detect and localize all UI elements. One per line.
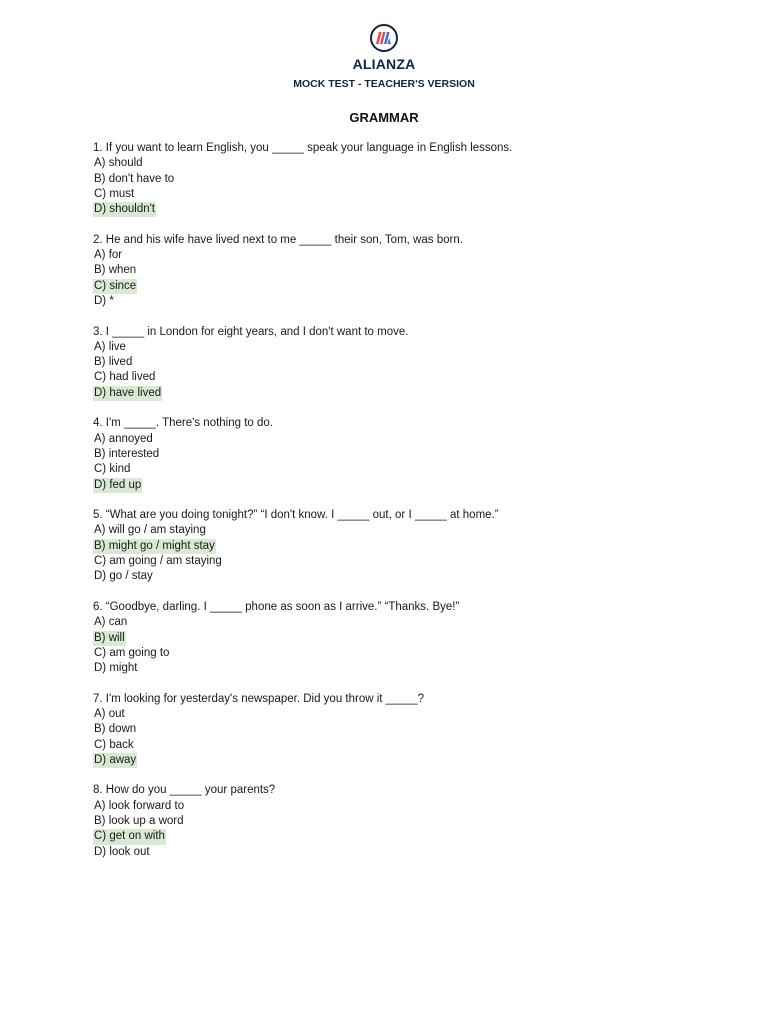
question-block [93, 783, 713, 859]
answer-option [93, 799, 713, 814]
answer-option-label: C) must [94, 187, 135, 200]
answer-option [93, 187, 713, 202]
answer-option-label: C) kind [94, 463, 131, 476]
answer-option [93, 156, 713, 171]
answer-option-correct [93, 829, 713, 844]
question-prompt: 7. I'm looking for yesterday's newspaper. Did you throw it _____? [93, 692, 425, 705]
answer-option-correct [93, 631, 713, 646]
answer-option-label: B) look up a word [94, 815, 184, 828]
answer-option-correct [93, 279, 713, 294]
answer-option [93, 569, 713, 584]
answer-option-label: C) am going to [94, 646, 170, 659]
answer-option [93, 370, 713, 385]
section-title: GRAMMAR [349, 110, 419, 125]
answer-option-label: B) will [93, 631, 126, 646]
answer-option-label: C) since [93, 279, 137, 294]
document-subtitle: MOCK TEST - TEACHER'S VERSION [293, 78, 475, 90]
answer-option-label: A) annoyed [94, 432, 153, 445]
answer-option [93, 615, 713, 630]
answer-option [93, 263, 713, 278]
answer-option [93, 172, 713, 187]
answer-option-label: A) out [94, 707, 125, 720]
answer-option-label: D) go / stay [94, 570, 153, 583]
document-header [0, 24, 768, 90]
question-block [93, 600, 713, 676]
answer-option-correct [93, 753, 713, 768]
answer-option-correct [93, 202, 713, 217]
question-block [93, 233, 713, 309]
answer-option-label: B) might go / might stay [93, 539, 216, 554]
answer-option-label: D) shouldn't [93, 202, 156, 217]
question-prompt: 3. I _____ in London for eight years, and I don't want to move. [93, 325, 409, 338]
answer-option-label: D) look out [94, 845, 150, 858]
answer-option-correct [93, 539, 713, 554]
answer-option-label: D) fed up [93, 478, 142, 493]
answer-option [93, 462, 713, 477]
answer-option [93, 661, 713, 676]
answer-option [93, 722, 713, 737]
answer-option [93, 554, 713, 569]
answer-option-label: C) get on with [93, 829, 166, 844]
answer-option-label: C) back [94, 738, 134, 751]
answer-option [93, 707, 713, 722]
answer-option [93, 340, 713, 355]
answer-option-label: B) when [94, 264, 137, 277]
answer-option [93, 738, 713, 753]
alianza-logo-icon [370, 24, 398, 52]
answer-option [93, 248, 713, 263]
question-block [93, 325, 713, 401]
question-prompt: 6. “Goodbye, darling. I _____ phone as soon as I arrive.” “Thanks. Bye!” [93, 600, 460, 613]
answer-option [93, 814, 713, 829]
question-block [93, 692, 713, 768]
answer-option-label: A) live [94, 340, 126, 353]
answer-option-correct [93, 386, 713, 401]
answer-option-label: D) * [94, 294, 114, 307]
question-prompt: 8. How do you _____ your parents? [93, 784, 276, 797]
answer-option-label: B) down [94, 723, 137, 736]
answer-option-label: B) interested [94, 447, 160, 460]
question-block [93, 508, 713, 584]
question-block [93, 416, 713, 492]
question-list [93, 141, 713, 875]
answer-option [93, 447, 713, 462]
answer-option-label: D) might [94, 662, 138, 675]
answer-option-label: A) look forward to [94, 799, 185, 812]
answer-option [93, 646, 713, 661]
answer-option-label: A) will go / am staying [94, 524, 206, 537]
question-prompt: 4. I'm _____. There's nothing to do. [93, 417, 273, 430]
answer-option-label: B) don't have to [94, 172, 175, 185]
answer-option-label: A) for [94, 249, 123, 262]
brand-name: ALIANZA [352, 56, 416, 72]
answer-option-label: A) can [94, 616, 128, 629]
question-block [93, 141, 713, 217]
question-prompt: 1. If you want to learn English, you _____ speak your language in English lessons. [93, 142, 513, 154]
question-prompt: 2. He and his wife have lived next to me _____ their son, Tom, was born. [93, 233, 463, 246]
answer-option-label: D) away [93, 753, 137, 768]
answer-option [93, 523, 713, 538]
answer-option-label: B) lived [94, 356, 133, 369]
answer-option [93, 355, 713, 370]
answer-option [93, 845, 713, 860]
answer-option [93, 432, 713, 447]
answer-option-label: D) have lived [93, 386, 162, 401]
answer-option [93, 294, 713, 309]
answer-option-correct [93, 478, 713, 493]
answer-option-label: A) should [94, 157, 143, 170]
question-prompt: 5. “What are you doing tonight?” “I don't know. I _____ out, or I _____ at home.” [93, 509, 499, 522]
answer-option-label: C) had lived [94, 371, 156, 384]
answer-option-label: C) am going / am staying [94, 555, 222, 568]
